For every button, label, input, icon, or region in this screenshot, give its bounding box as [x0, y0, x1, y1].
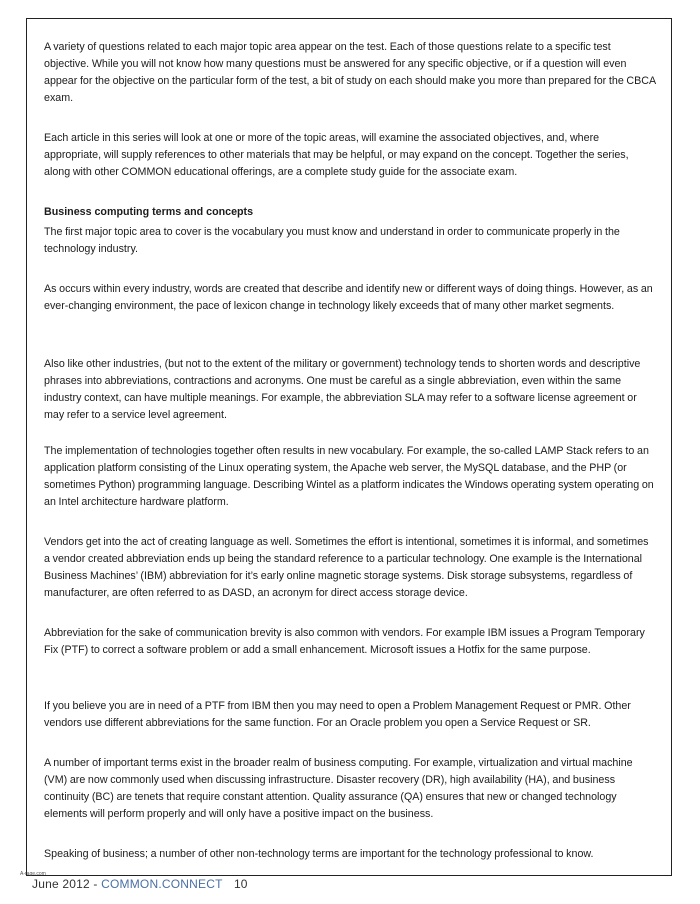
section-paragraph-4: The implementation of technologies together often results in new vocabulary. For example, the so-called LAMP Stack refers to an application platform consisting of the Linux operating system, the Apache web server, the MySQL database, and the PHP (or sometimes Python) programming language. Describing Wintel as a platform indicates the Windows operating system operating on an Intel architecture hardware platform. [44, 445, 654, 508]
footer-date: June 2012 - [32, 877, 98, 891]
section-heading: Business computing terms and concepts [44, 206, 254, 218]
section-paragraph-3: Also like other industries, (but not to the extent of the military or government) technology tends to shorten words and descriptive phrases into abbreviations, contractions and acronyms. One must be careful as a single abbreviation, even within the same industry context, can have multiple meanings. For example, the abbreviation SLA may refer to a software license agreement or may refer to a service level agreement. [44, 358, 641, 421]
section-paragraph-5: Vendors get into the act of creating language as well. Sometimes the effort is intentional, sometimes it is informal, and sometimes a vendor created abbreviation ends up being the standard reference to a particular technology. One example is the International Business Machines’ (IBM) abbreviation for it’s early online magnetic storage systems. Disk storage subsystems, regardless of manufacturer, are often referred to as DASD, an acronym for direct access storage device. [44, 536, 649, 599]
section-paragraph-2: As occurs within every industry, words are created that describe and identify new or different ways of doing things. However, as an ever-changing environment, the pace of lexicon change in technology likely exceeds that of many other market segments. [44, 283, 653, 312]
section-paragraph-1: The first major topic area to cover is the vocabulary you must know and understand in order to communicate properly in the technology industry. [44, 226, 620, 255]
source-watermark: A-rage.com [20, 871, 46, 877]
page-footer [32, 877, 248, 891]
footer-page-number: 10 [233, 877, 248, 891]
intro-paragraph-2: Each article in this series will look at one or more of the topic areas, will examine the associated objectives, and, where appropriate, will supply references to other materials that may be helpful, or may expand on the concept. Together the series, along with other COMMON educational offerings, are a complete study guide for the associate exam. [44, 132, 629, 178]
intro-paragraph-1: A variety of questions related to each major topic area appear on the test. Each of those questions relate to a specific test objective. While you will not know how many questions must be answered for any specific objective, or if a question will even appear for the objective on the particular form of the test, a bit of study on each should make you more than prepared for the CBCA exam. [44, 41, 656, 104]
section-paragraph-9: Speaking of business; a number of other non-technology terms are important for the technology professional to know. [44, 848, 594, 860]
section-paragraph-8: A number of important terms exist in the broader realm of business computing. For example, virtualization and virtual machine (VM) are now commonly used when discussing infrastructure. Disaster recovery (DR), high availability (HA), and business continuity (BC) are tenets that require constant attention. Quality assurance (QA) ensures that new or changed technology elements will perform properly and will only have a positive impact on the business. [44, 757, 633, 820]
section-paragraph-7: If you believe you are in need of a PTF from IBM then you may need to open a Problem Management Request or PMR. Other vendors use different abbreviations for the same function. For an Oracle problem you open a Service Request or SR. [44, 700, 631, 729]
footer-publication: COMMON.CONNECT [101, 877, 223, 891]
section-paragraph-6: Abbreviation for the sake of communication brevity is also common with vendors. For example IBM issues a Program Temporary Fix (PTF) to correct a software problem or add a small enhancement. Microsoft issues a Hotfix for the same purpose. [44, 627, 645, 656]
